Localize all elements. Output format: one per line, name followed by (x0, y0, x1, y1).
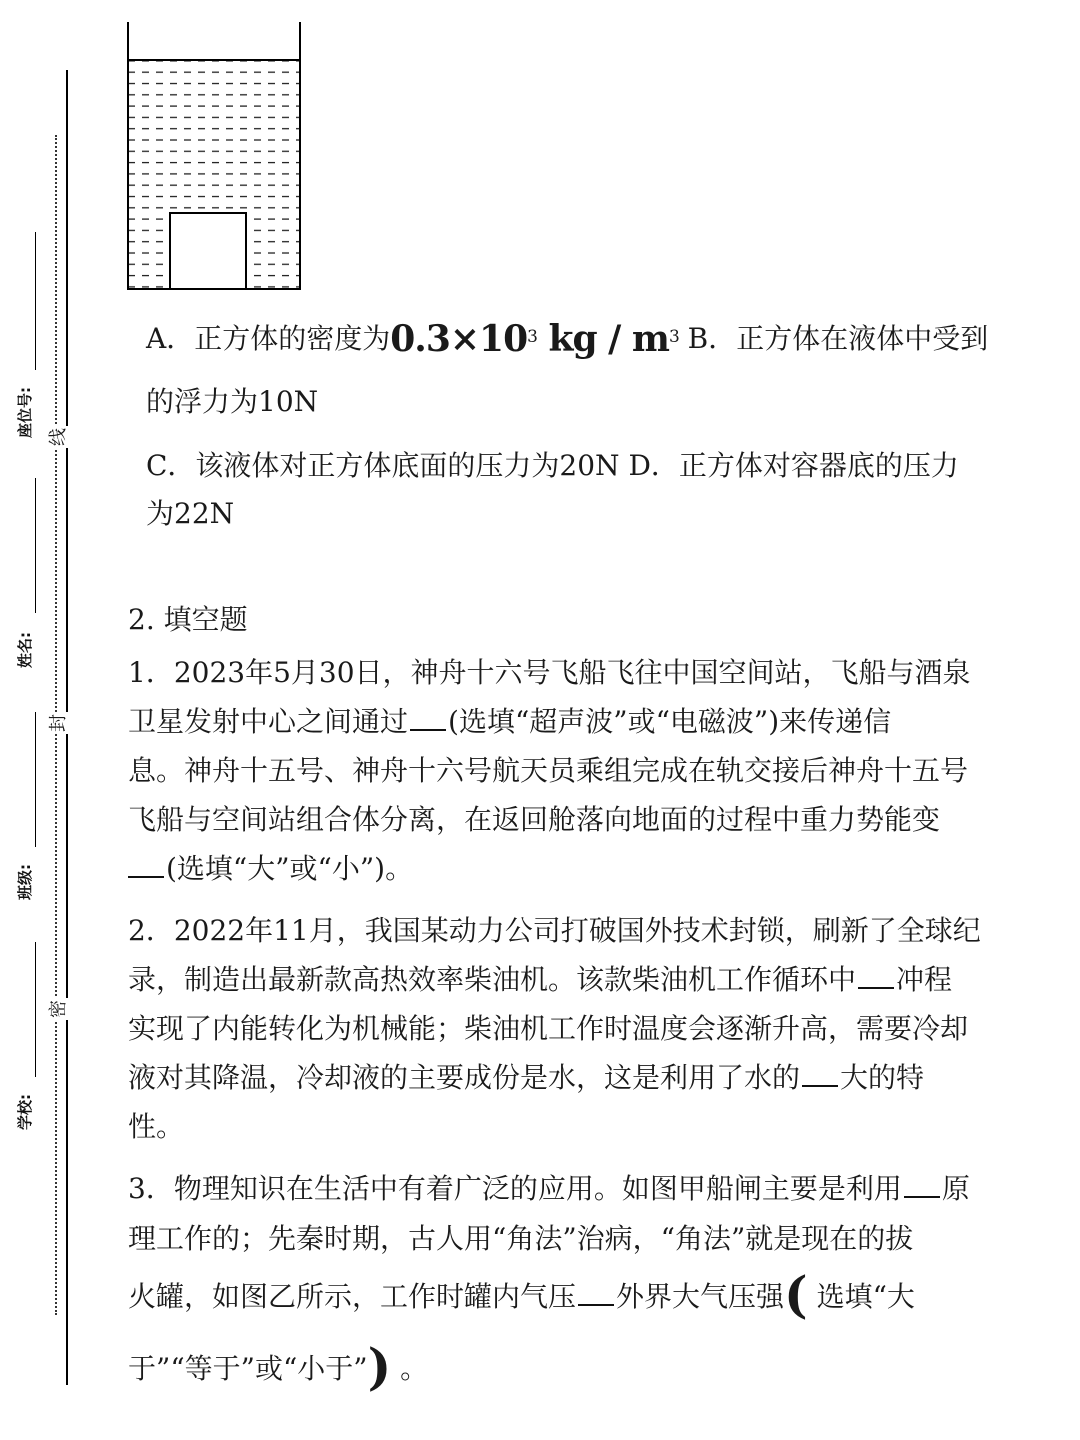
school-label: 学校: (16, 1094, 34, 1130)
q3-line-3a: 火罐，如图乙所示，工作时罐内气压 (128, 1280, 577, 1313)
formula-unit-exponent: 3 (668, 327, 679, 347)
formula-exponent: 3 (527, 327, 537, 347)
class-label: 班级: (16, 864, 34, 900)
q1-line-5b: (选填“大”或“小”)。 (166, 852, 414, 885)
q2-line-2a: 录，制造出最新款高热效率柴油机。该款柴油机工作循环中 (128, 963, 857, 996)
q3-blank-2[interactable] (578, 1282, 614, 1306)
q3-line-1 (128, 1164, 970, 1213)
close-paren: ) (367, 1337, 392, 1396)
q3-blank-1[interactable] (904, 1174, 940, 1198)
seat-number-underline (35, 232, 36, 370)
q3-line-3 (128, 1265, 915, 1324)
container-diagram (126, 22, 302, 294)
q2-line-2b: 冲程 (896, 963, 953, 996)
q3-line-2: 理工作的；先秦时期，古人用“角法”治病，“角法”就是现在的拔 (128, 1222, 914, 1255)
seat-number-label: 座位号: (16, 387, 34, 438)
option-line-2: 的浮力为10N (146, 385, 319, 418)
option-line-1 (146, 314, 988, 364)
q2-line-3: 实现了内能转化为机械能；柴油机工作时温度会逐渐升高，需要冷却 (128, 1012, 969, 1045)
name-underline (35, 478, 36, 613)
liquid-container-figure (126, 22, 302, 298)
open-paren: ( (784, 1265, 808, 1324)
name-label: 姓名: (16, 632, 34, 668)
q3-line-4a: 于”“等于”或“小于” (128, 1352, 368, 1385)
option-line-4: 为22N (146, 497, 235, 530)
q2-blank-1[interactable] (858, 965, 894, 989)
q2-line-2 (128, 955, 952, 1004)
seal-char-seal: 封 (48, 714, 69, 732)
q2-line-1: 2．2022年11月，我国某动力公司打破国外技术封锁，刷新了全球纪 (128, 914, 981, 947)
q3-line-4b: 。 (391, 1352, 429, 1385)
q2-line-4 (128, 1053, 924, 1102)
q2-line-4a: 液对其降温，冷却液的主要成份是水，这是利用了水的 (128, 1061, 801, 1094)
class-underline (35, 712, 36, 847)
formula-unit: kg / m (536, 318, 669, 360)
q2-blank-2[interactable] (802, 1063, 838, 1087)
q2-line-4b: 大的特 (840, 1061, 925, 1094)
q3-line-1b: 原 (941, 1172, 970, 1205)
q1-line-4: 飞船与空间站组合体分离，在返回舱落向地面的过程中重力势能变 (128, 803, 941, 836)
q3-line-3b: 外界大气压强 (616, 1280, 785, 1313)
option-line-3: C．该液体对正方体底面的压力为20N D．正方体对容器底的压力 (146, 449, 959, 482)
q1-line-2b: (选填“超声波”或“电磁波”)来传递信 (448, 705, 892, 738)
formula-base: 0.3×10 (390, 318, 528, 360)
q1-blank-1[interactable] (410, 707, 446, 731)
q1-blank-2[interactable] (128, 854, 164, 878)
seal-char-secret: 密 (48, 1000, 69, 1018)
q3-line-1a: 3．物理知识在生活中有着广泛的应用。如图甲船闸主要是利用 (128, 1172, 902, 1205)
q1-line-5 (128, 844, 413, 893)
q3-line-3c: 选填“大 (807, 1280, 915, 1313)
cube (170, 213, 246, 289)
section-heading: 2. 填空题 (128, 603, 248, 636)
option-a-text: A．正方体的密度为 (146, 322, 391, 355)
seal-char-line: 线 (48, 428, 69, 446)
school-underline (35, 942, 36, 1077)
density-formula (390, 318, 679, 360)
option-b-text: B．正方体在液体中受到 (678, 322, 989, 355)
q1-line-1: 1．2023年5月30日，神舟十六号飞船飞往中国空间站，飞船与酒泉 (128, 656, 971, 689)
q2-line-5: 性。 (128, 1110, 185, 1143)
q1-line-3: 息。神舟十五号、神舟十六号航天员乘组完成在轨交接后神舟十五号 (128, 754, 969, 787)
binding-margin (0, 0, 90, 1440)
q1-line-2a: 卫星发射中心之间通过 (128, 705, 409, 738)
q1-line-2 (128, 697, 891, 746)
q3-line-4 (128, 1337, 429, 1396)
